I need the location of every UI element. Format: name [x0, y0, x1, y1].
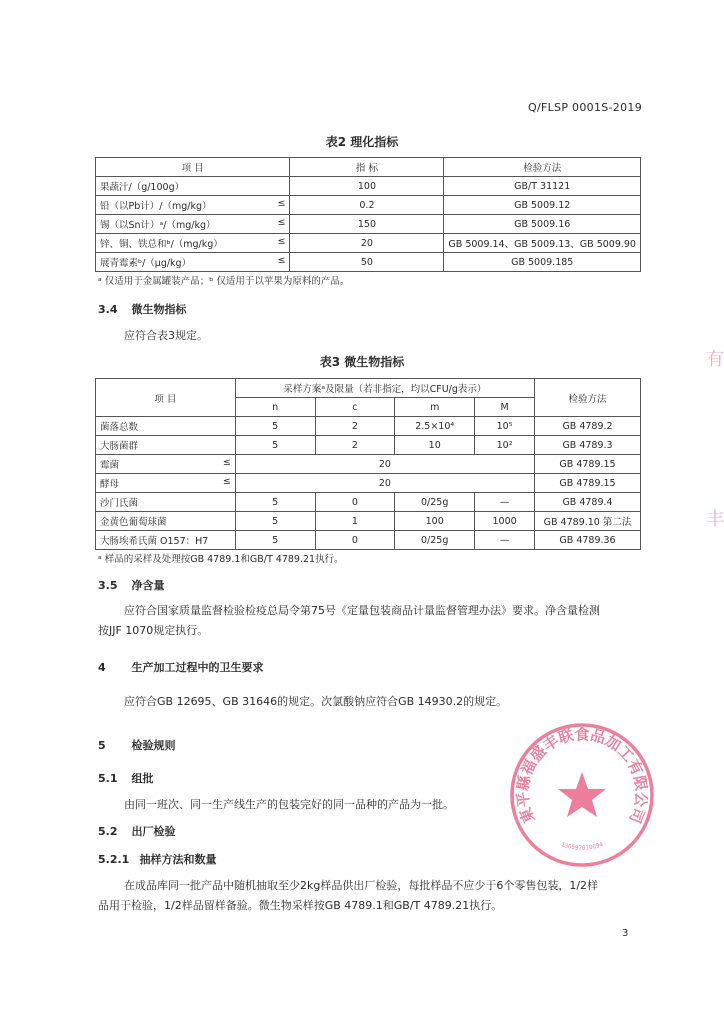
row-M: 10⁵ [475, 417, 535, 436]
item-name: 展青霉素ᵇ/（μg/kg） [100, 258, 192, 269]
row-item [96, 253, 290, 272]
row-m: 0/25g [395, 493, 475, 512]
row-value: 50 [290, 253, 444, 272]
table2-caption: 表2 理化指标 [325, 135, 399, 149]
section-5-heading [98, 737, 176, 753]
adjacent-page-seal-fragment: 丰 [706, 509, 724, 530]
table-row [96, 417, 641, 436]
document-id: Q/FLSP 0001S-2019 [528, 101, 642, 114]
t3-sub-n: n [235, 398, 315, 417]
item-name: 酵母 [100, 479, 120, 490]
row-c: 0 [315, 493, 395, 512]
t3-sub-m: m [395, 398, 475, 417]
row-M: — [475, 493, 535, 512]
section-3-5-text-line2: 按JJF 1070规定执行。 [98, 624, 209, 637]
item-name: 沙门氏菌 [100, 498, 139, 509]
table-row [96, 253, 641, 272]
section-4-heading [98, 659, 264, 675]
section-number: 5.1 [98, 772, 118, 785]
row-m: 100 [395, 512, 475, 531]
section-title: 检验规则 [131, 739, 176, 752]
section-number: 5 [98, 739, 106, 752]
table-row [96, 196, 641, 215]
row-method: GB 5009.12 [444, 196, 641, 215]
row-value: 100 [290, 177, 444, 196]
item-name: 大肠埃希氏菌 O157：H7 [100, 536, 209, 547]
row-item [96, 455, 236, 474]
row-value: 150 [290, 215, 444, 234]
row-method: GB/T 31121 [444, 177, 641, 196]
row-n: 5 [235, 417, 315, 436]
less-equal-symbol: ≤ [277, 255, 286, 266]
table-physicochemical [95, 157, 641, 272]
row-item [96, 474, 236, 493]
row-value: 0.2 [290, 196, 444, 215]
seal-star [558, 772, 606, 817]
section-5-2-heading [98, 823, 176, 839]
section-number: 4 [98, 661, 106, 674]
row-m: 10 [395, 436, 475, 455]
row-n: 5 [235, 531, 315, 550]
section-5-2-1-heading [98, 851, 217, 867]
row-item [96, 196, 290, 215]
t2-header-item: 项 目 [96, 158, 290, 177]
row-method: GB 4789.2 [535, 417, 641, 436]
item-name: 大肠菌群 [100, 441, 139, 452]
t3-header-method: 检验方法 [535, 379, 641, 417]
row-n: 5 [235, 512, 315, 531]
less-equal-symbol: ≤ [277, 217, 286, 228]
row-method: GB 4789.36 [535, 531, 641, 550]
row-M: — [475, 531, 535, 550]
row-c: 0 [315, 531, 395, 550]
section-5-2-1-text-line1: 在成品库同一批产品中随机抽取至少2kg样品供出厂检验，每批样品不应少于6个零售包装，1/2样 [124, 879, 599, 892]
item-name: 果蔬汁/（g/100g） [100, 182, 185, 193]
row-item [96, 234, 290, 253]
less-equal-symbol: ≤ [277, 236, 286, 247]
row-n: 5 [235, 436, 315, 455]
section-title: 生产加工过程中的卫生要求 [131, 661, 264, 674]
row-item [96, 531, 236, 550]
section-5-1-text: 由同一班次、同一生产线生产的包装完好的同一品种的产品为一批。 [124, 798, 454, 811]
row-method: GB 4789.15 [535, 455, 641, 474]
item-name: 锡（以Sn计）ᵃ/（mg/kg） [100, 220, 216, 231]
section-title: 出厂检验 [131, 825, 176, 838]
row-M: 10² [475, 436, 535, 455]
item-name: 铅（以Pb计）/（mg/kg） [100, 201, 212, 212]
row-limit: 20 [235, 455, 534, 474]
row-method: GB 4789.15 [535, 474, 641, 493]
table-row [96, 512, 641, 531]
section-title: 净含量 [131, 579, 165, 592]
row-value: 20 [290, 234, 444, 253]
less-equal-symbol: ≤ [277, 198, 286, 209]
row-method: GB 5009.185 [444, 253, 641, 272]
section-3-5-heading [98, 577, 165, 593]
row-c: 2 [315, 417, 395, 436]
row-method: GB 5009.16 [444, 215, 641, 234]
table-row [96, 531, 641, 550]
row-m: 0/25g [395, 531, 475, 550]
section-5-1-heading [98, 770, 162, 786]
section-5-2-1-text-line2: 品用于检验，1/2样品留样备验。微生物采样按GB 4789.1和GB/T 4789.21执行。 [98, 899, 503, 912]
row-item [96, 436, 236, 455]
table-row [96, 177, 641, 196]
item-name: 金黄色葡萄球菌 [100, 517, 167, 528]
table-row [96, 215, 641, 234]
row-m: 2.5×10⁴ [395, 417, 475, 436]
row-method: GB 5009.14、GB 5009.13、GB 5009.90 [444, 234, 641, 253]
section-3-4-heading [98, 301, 187, 317]
row-item [96, 493, 236, 512]
page-number: 3 [622, 928, 629, 939]
table-row [96, 436, 641, 455]
item-name: 菌落总数 [100, 422, 139, 433]
section-number: 5.2.1 [98, 853, 130, 866]
t3-header-plan: 采样方案ᵃ及限量（若非指定，均以CFU/g表示） [235, 379, 534, 398]
row-method: GB 4789.4 [535, 493, 641, 512]
table2-footnote: ᵃ 仅适用于金属罐装产品；ᵇ 仅适用于以苹果为原料的产品。 [98, 276, 350, 287]
row-method: GB 4789.3 [535, 436, 641, 455]
seal-code: 130597010694 [560, 841, 604, 852]
t3-sub-c: c [315, 398, 395, 417]
row-n: 5 [235, 493, 315, 512]
table3-caption: 表3 微生物指标 [319, 355, 405, 369]
section-3-4-text: 应符合表3规定。 [124, 329, 208, 342]
section-4-text: 应符合GB 12695、GB 31646的规定。次氯酸钠应符合GB 14930.2的规定。 [124, 695, 508, 708]
t2-header-value: 指 标 [290, 158, 444, 177]
less-equal-symbol: ≤ [222, 476, 231, 487]
company-seal-stamp [507, 720, 657, 870]
section-number: 5.2 [98, 825, 118, 838]
row-item [96, 215, 290, 234]
table-microbiological [95, 378, 641, 550]
section-3-5-text-line1: 应符合国家质量监督检验检疫总局令第75号《定量包装商品计量监督管理办法》要求。净含量检测 [124, 604, 600, 617]
table-row [96, 234, 641, 253]
table-row [96, 493, 641, 512]
less-equal-symbol: ≤ [222, 457, 231, 468]
section-title: 抽样方法和数量 [139, 853, 217, 866]
t2-header-method: 检验方法 [444, 158, 641, 177]
section-number: 3.5 [98, 579, 118, 592]
seal-text: 東平縣福盛丰联食品加工有限公司 [513, 725, 651, 826]
item-name: 锌、铜、铁总和ᵇ/（mg/kg） [100, 239, 223, 250]
row-item [96, 417, 236, 436]
adjacent-page-seal-fragment: 有 [706, 349, 724, 370]
t3-sub-M: M [475, 398, 535, 417]
section-title: 微生物指标 [131, 303, 187, 316]
table-row [96, 474, 641, 493]
section-title: 组批 [131, 772, 154, 785]
table3-footnote: ᵃ 样品的采样及处理按GB 4789.1和GB/T 4789.21执行。 [98, 554, 344, 565]
section-number: 3.4 [98, 303, 118, 316]
item-name: 霉菌 [100, 460, 120, 471]
row-item [96, 177, 290, 196]
row-item [96, 512, 236, 531]
t3-header-item: 项 目 [96, 379, 236, 417]
table-row [96, 455, 641, 474]
row-limit: 20 [235, 474, 534, 493]
row-method: GB 4789.10 第二法 [535, 512, 641, 531]
row-M: 1000 [475, 512, 535, 531]
row-c: 1 [315, 512, 395, 531]
row-c: 2 [315, 436, 395, 455]
